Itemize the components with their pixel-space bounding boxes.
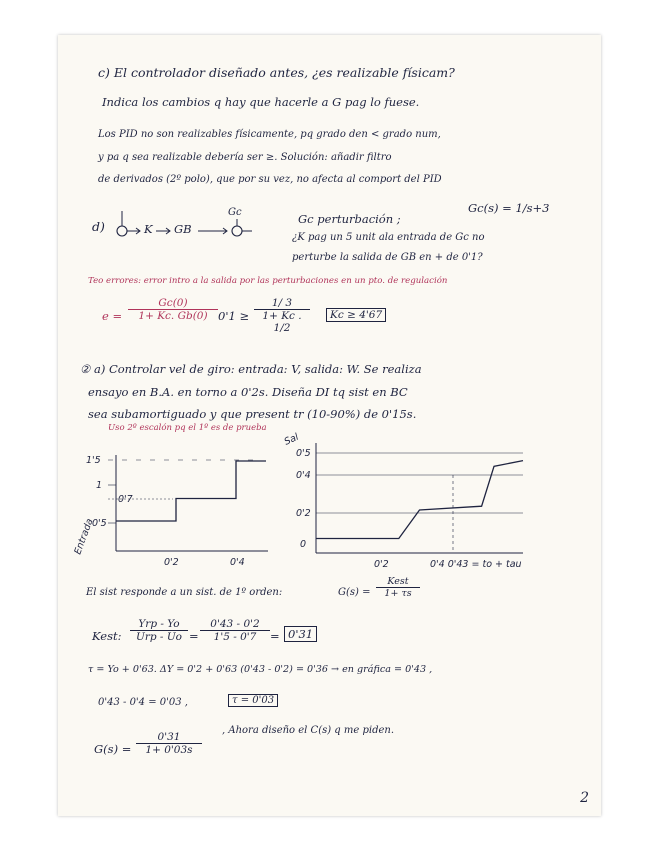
answer-c-line1: Los PID no son realizables físicamente, pq grado den < grado num, bbox=[98, 129, 441, 140]
e-lhs: e = bbox=[102, 309, 123, 323]
block-gb: GB bbox=[174, 222, 192, 236]
answer-c-line2: y pa q sea realizable debería ser ≥. Solución: añadir filtro bbox=[98, 152, 392, 163]
response-intro: El sist responde a un sist. de 1º orden: bbox=[86, 587, 283, 598]
gs-num: 0'31 bbox=[136, 731, 202, 744]
response-g-fraction bbox=[376, 576, 420, 599]
e-denominator: 1+ Kc. Gb(0) bbox=[138, 310, 208, 322]
problem2-note: Uso 2º escalón pq el 1º es de prueba bbox=[108, 423, 267, 433]
input-ytick-3: 0'7 bbox=[118, 494, 133, 505]
output-xtick-2: 0'4 0'43 = to + tau bbox=[430, 559, 522, 570]
tau-diff: 0'43 - 0'4 = 0'03 , bbox=[98, 697, 188, 708]
gs-den: 1+ 0'03s bbox=[145, 744, 193, 756]
kest-f2-den: 1'5 - 0'7 bbox=[213, 631, 257, 643]
block-diagram bbox=[112, 205, 282, 255]
input-ytick-4: 0'5 bbox=[92, 518, 107, 529]
kest-fraction-2 bbox=[200, 618, 270, 643]
tau-result: τ = 0'03 bbox=[228, 694, 278, 707]
gs-lhs: G(s) = bbox=[94, 742, 132, 756]
question-c: c) El controlador diseñado antes, ¿es realizable físicam? bbox=[98, 65, 455, 80]
problem2-line1: ② a) Controlar vel de giro: entrada: V, salida: W. Se realiza bbox=[80, 362, 422, 376]
gc-definition: Gc perturbación ; bbox=[298, 212, 401, 226]
input-xtick-1: 0'2 bbox=[164, 557, 179, 568]
ineq-fraction bbox=[254, 297, 310, 334]
gs-fraction bbox=[136, 731, 202, 756]
output-ytick-4: 0 bbox=[300, 539, 307, 550]
ineq-denominator: 1+ Kc . 1/2 bbox=[262, 310, 302, 334]
gc-transfer: Gc(s) = 1/s+3 bbox=[468, 201, 550, 215]
e-fraction bbox=[128, 297, 218, 322]
question-d-line2: perturbe la salida de GB en + de 0'1? bbox=[292, 252, 483, 263]
input-ylabel: Entrada bbox=[72, 517, 96, 557]
response-g-num: Kest bbox=[376, 576, 420, 588]
kest-lhs: Kest: bbox=[92, 629, 122, 643]
ineq-numerator: 1/ 3 bbox=[254, 297, 310, 310]
kest-result: 0'31 bbox=[284, 626, 317, 642]
tau-calc: τ = Yo + 0'63. ΔY = 0'2 + 0'63 (0'43 - 0'2) = 0'36 → en gráfica = 0'43 , bbox=[88, 664, 433, 675]
question-d-label: d) bbox=[92, 219, 105, 234]
notebook-page: c) El controlador diseñado antes, ¿es realizable físicam? Indica los cambios q hay que hacerle a G pag lo fuese. Los PID no son realizables físicamente, pq grado den < grado num, y pa q sea realizable debería ser ≥. Solución: añadir filtro de derivados (2º polo), que por su vez, no afecta al comport del PID d) K GB Gc Gc perturbación ; Gc(s) = 1/s+3 ¿K pag un 5 unit ala entrada de Gc no perturbe la salida de GB en + de 0'1? Teo errores: error intro a la salida por las perturbaciones en un pto. de regulación e = $\frac{Gc(0)}{1+ Kc. Gb(0)}$ 0'1 ≥ $\frac{1/ 3}{1+ Kc . 1/2}$ Kc ≥ 4'67 ② a) Controlar vel de giro: entrada: V, salida: W. Se realiza ensayo en B.A. en torno a 0'2s. Diseña DI tq sist en BC sea subamortiguado y que present tr (10-90%) de 0'15s. Uso 2º escalón pq el 1º es de prueba 1'5 1 0'7 0'5 0'2 0'4 Entrada 0'5 0'4 0'2 0 0'2 0'4 0'43 = to + tau Sal El sist responde a un sist. de 1º orden: G(s) = Kest 1+ τs Kest: Yrp - Yo Urp - Uo = $\frac{0'43 - 0'2}{1'5 - 0'7}$ = 0'31 τ = Yo + 0'63. ΔY = 0'2 + 0'63 (0'43 - 0'2) = 0'36 → en gráfica = 0'43 , 0'43 - 0'4 = 0'03 , τ = 0'03 G(s) = $\frac{0'31}{1+ 0'03s}$ , Ahora diseño el C(s) q me piden. 2 bbox=[58, 35, 601, 816]
input-ytick-1: 1'5 bbox=[86, 455, 101, 466]
question-c-line2: Indica los cambios q hay que hacerle a G pag lo fuese. bbox=[102, 95, 420, 109]
input-ytick-2: 1 bbox=[96, 480, 103, 491]
input-xtick-2: 0'4 bbox=[230, 557, 245, 568]
output-response-line bbox=[316, 461, 523, 539]
output-ytick-3: 0'2 bbox=[296, 508, 311, 519]
output-ytick-2: 0'4 bbox=[296, 470, 311, 481]
ineq-lhs: 0'1 ≥ bbox=[218, 309, 250, 323]
e-numerator: Gc(0) bbox=[128, 297, 218, 310]
output-ytick-1: 0'5 bbox=[296, 448, 311, 459]
block-gc: Gc bbox=[228, 207, 242, 218]
response-g-den: 1+ τs bbox=[384, 588, 412, 599]
problem2-line3: sea subamortiguado y que present tr (10-90%) de 0'15s. bbox=[88, 407, 417, 421]
answer-c-line3: de derivados (2º polo), que por su vez, no afecta al comport del PID bbox=[98, 174, 442, 185]
page-number: 2 bbox=[580, 790, 589, 806]
error-theory: Teo errores: error intro a la salida por las perturbaciones en un pto. de regulación bbox=[88, 276, 448, 286]
block-k: K bbox=[144, 222, 153, 236]
problem2-line2: ensayo en B.A. en torno a 0'2s. Diseña DI tq sist en BC bbox=[88, 385, 408, 399]
kest-f1-den: Urp - Uo bbox=[136, 631, 182, 643]
kest-f2-num: 0'43 - 0'2 bbox=[200, 618, 270, 631]
gs-tail: , Ahora diseño el C(s) q me piden. bbox=[222, 725, 395, 736]
output-ylabel: Sal bbox=[282, 431, 301, 448]
kest-fraction-1 bbox=[130, 618, 188, 643]
question-d-line1: ¿K pag un 5 unit ala entrada de Gc no bbox=[292, 232, 485, 243]
kest-f1-num: Yrp - Yo bbox=[130, 618, 188, 631]
kc-result: Kc ≥ 4'67 bbox=[326, 308, 386, 322]
output-xtick-1: 0'2 bbox=[374, 559, 389, 570]
response-g-lhs: G(s) = bbox=[338, 587, 371, 598]
output-chart bbox=[58, 431, 601, 575]
